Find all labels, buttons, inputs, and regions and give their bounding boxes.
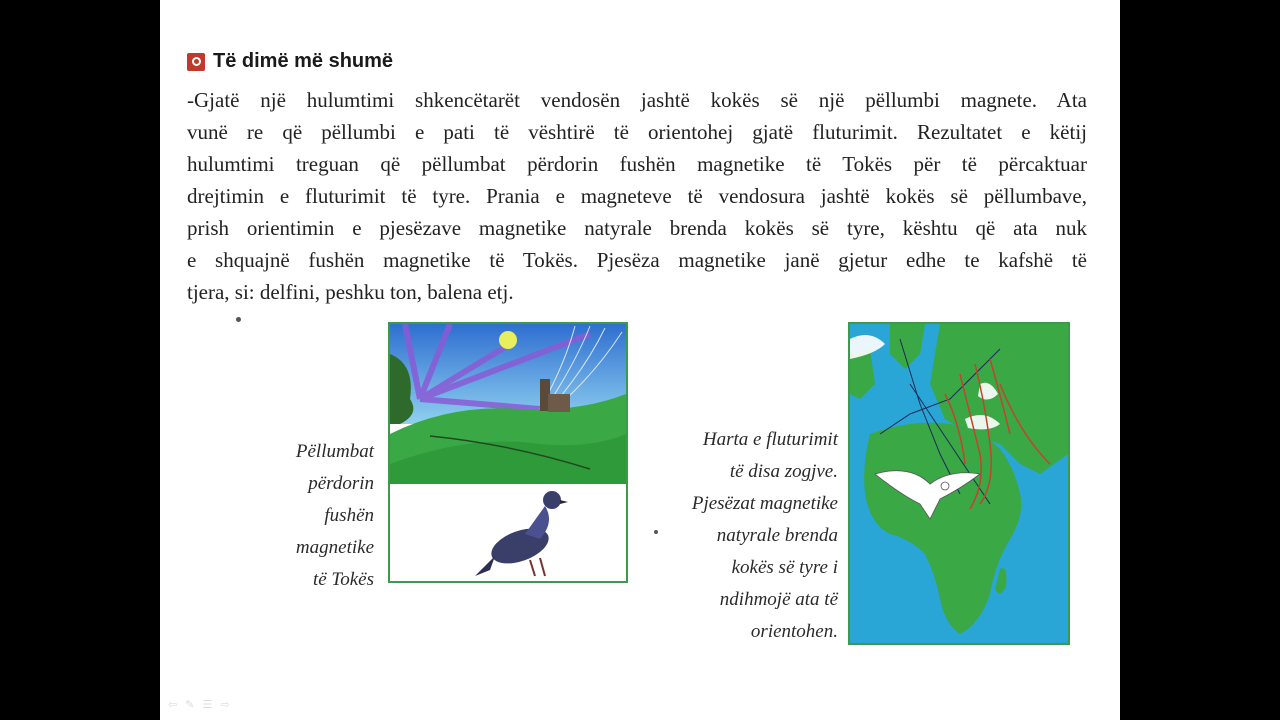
caption-line: ndihmojë ata të <box>719 589 838 610</box>
paragraph-line: tjera, si: delfini, peshku ton, balena etj. <box>187 280 514 304</box>
pigeon-figure <box>388 322 628 583</box>
paragraph-line: drejtimin e fluturimit të tyre. Prania e magneteve të vendosura jashtë kokës së pëllumbave, <box>187 184 1087 208</box>
record-icon <box>187 53 205 71</box>
paragraph-line: hulumtimi treguan që pëllumbat përdorin fushën magnetike të Tokës për të përcaktuar <box>187 152 1087 176</box>
slide-toolbar <box>168 698 230 711</box>
paragraph-line: vunë re që pëllumbi e pati të vështirë të orientohej gjatë fluturimit. Rezultatet e këtij <box>187 120 1087 144</box>
migration-map-figure <box>848 322 1070 645</box>
paragraph-line: -Gjatë një hulumtimi shkencëtarët vendosën jashtë kokës së një pëllumbi magnete. Ata <box>187 88 1087 112</box>
forward-arrow-icon[interactable]: ⇨ <box>220 698 230 711</box>
caption-line: Harta e fluturimit <box>702 429 838 450</box>
caption-line: natyrale brenda <box>716 525 838 546</box>
slide-page <box>160 0 1120 720</box>
caption-line: kokës së tyre i <box>731 557 838 578</box>
caption-line: fushën <box>324 505 374 526</box>
back-arrow-icon[interactable]: ⇦ <box>168 698 178 711</box>
magnetic-field-landscape-illustration <box>390 324 626 581</box>
paragraph-line: e shquajnë fushën magnetike të Tokës. Pjesëza magnetike janë gjetur edhe te kafshë të <box>187 248 1087 272</box>
caption-line: orientohen. <box>750 621 838 642</box>
sun-icon <box>499 331 517 349</box>
pen-icon[interactable]: ✎ <box>185 698 195 711</box>
menu-icon[interactable]: ☰ <box>202 698 213 711</box>
body-paragraph <box>187 84 1087 308</box>
caption-line: të Tokës <box>312 569 374 590</box>
stray-dot <box>236 317 241 322</box>
section-title: Të dimë më shumë <box>213 50 394 72</box>
paragraph-line: prish orientimin e pjesëzave magnetike natyrale brenda kokës së tyre, kështu që ata nuk <box>187 216 1087 240</box>
bird-migration-map <box>850 324 1068 643</box>
caption-line: Pjesëzat magnetike <box>691 493 838 514</box>
map-figure-caption <box>634 424 838 648</box>
caption-line: përdorin <box>308 473 374 494</box>
section-heading <box>187 50 393 73</box>
caption-line: Pëllumbat <box>295 441 374 462</box>
pigeon-figure-caption <box>260 436 374 596</box>
caption-line: magnetike <box>295 537 374 558</box>
caption-line: të disa zogjve. <box>729 461 838 482</box>
